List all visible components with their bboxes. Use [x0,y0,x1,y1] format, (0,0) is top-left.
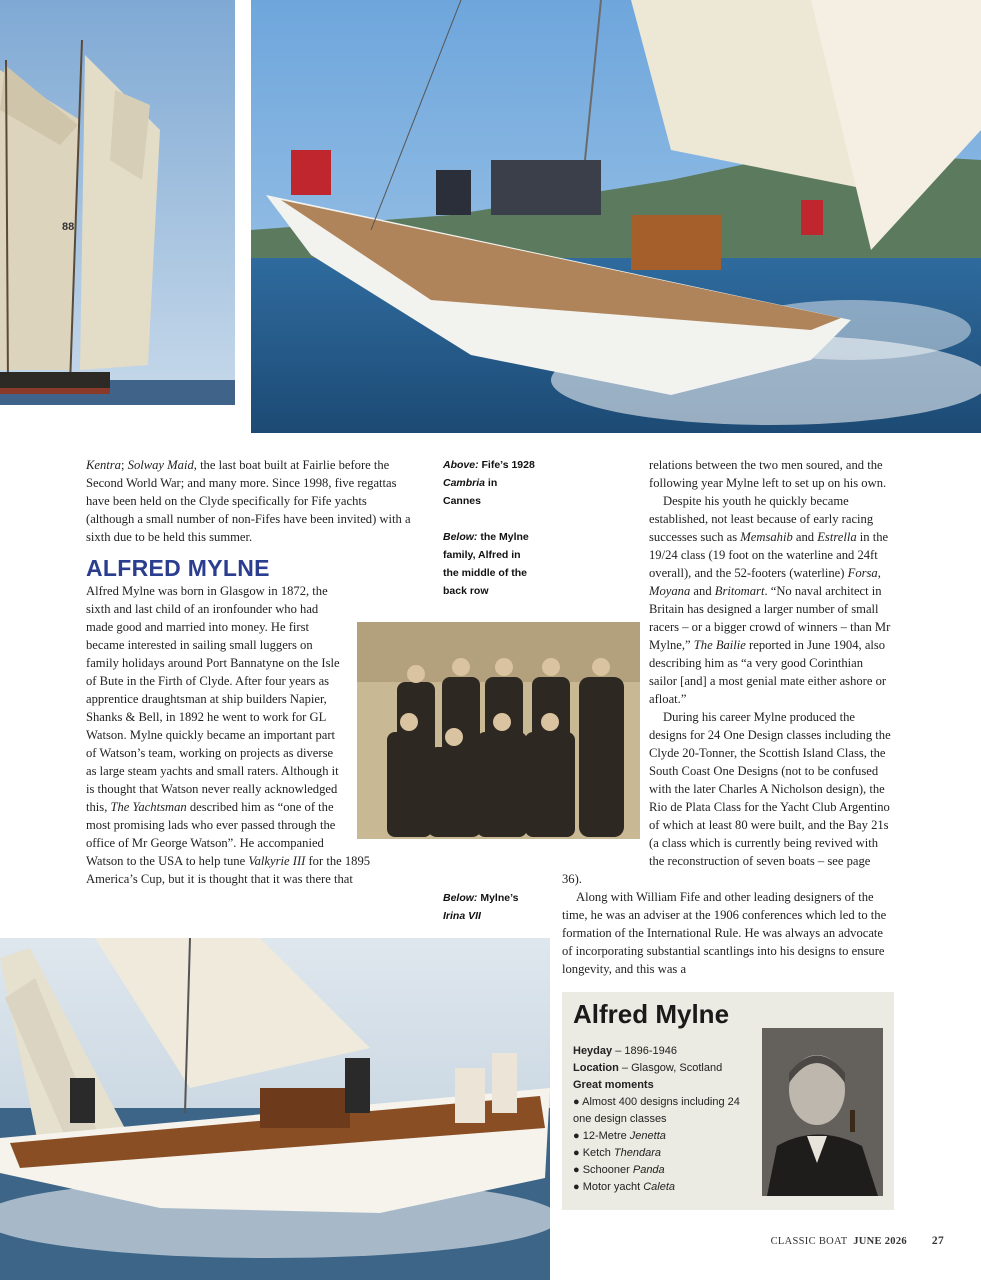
location-value: – Glasgow, Scotland [618,1062,723,1074]
issue-date: JUNE 2026 [853,1236,907,1247]
moment-text: Ketch [579,1147,614,1159]
moment-italic: Caleta [643,1181,676,1193]
text-wrap-spacer [346,582,416,850]
location-label: Location [573,1062,619,1074]
text-run: Memsahib [740,530,793,544]
portrait-alfred-mylne [762,1028,883,1196]
moment-italic: Thendara [613,1147,661,1159]
profile-details [573,1043,753,1196]
text-run: . “No naval architect in Britain has designed a larger number of small racers – or a bigger crowd of winners – than Mr Mylne,” [649,584,891,652]
photo-schooner-sails [0,0,235,405]
bullet-icon: ● [573,1164,580,1176]
text-run: Alfred Mylne was born in Glasgow in 1872, the sixth and last child of an ironfounder who had made good and married into money. He first became interested in sailing small luggers on family holidays around Port Bannatyne on the Isle of Bute in the Firth of Clyde. After four years as apprentice draughtsman at ship builders Napier, Shanks & Bell, in 1892 he went to work for GL Watson. Mylne quickly became an important part of Watson’s team, working on projects as diverse as large steam yachts and small raters. Although it is thought that Watson never really acknowledged this, [86,584,340,814]
moment-text: Almost 400 designs including 24 one design classes [573,1096,740,1125]
moment-italic: Jenetta [629,1130,666,1142]
text-wrap-spacer [562,591,649,869]
text-run: Despite his youth he quickly became established, not least because of early racing successes such as [649,494,874,544]
text-run: Solway Maid [127,458,194,472]
column2-paragraph-1 [562,456,892,492]
moment-text: Motor yacht [579,1181,644,1193]
caption-below-yacht [443,889,538,925]
text-run: , [877,566,881,580]
caption-above [443,456,538,510]
text-run: Along with William Fife and other leading designers of the time, he was an adviser at the 1906 conferences which led to the formation of the International Rule. He was always an advocate of incorporating substantial scantlings into his designs to ensure longevity, and this was a [562,890,887,976]
svg-text:88: 88 [62,221,75,233]
text-run: and [792,530,818,544]
caption-text: Mylne’s [477,892,519,904]
profile-box [562,992,894,1210]
moment-item [573,1094,753,1128]
bullet-icon: ● [573,1181,580,1193]
page-number: 27 [931,1235,944,1247]
text-run: Britomart [714,584,765,598]
text-run: The Bailie [693,638,746,652]
section-heading: ALFRED MYLNE [86,555,270,581]
text-run: Moyana [649,584,691,598]
magazine-name: CLASSIC BOAT [770,1236,848,1247]
caption-label: Above: [443,459,479,471]
text-run: Kentra [86,458,121,472]
intro-paragraph [86,456,416,546]
caption-text: in Cannes [443,477,498,507]
page-footer [771,1235,944,1247]
text-run: ; [120,458,128,472]
great-moments-heading [573,1077,753,1094]
caption-label: Below: [443,892,478,904]
text-run: During his career Mylne produced the designs for 24 One Design classes including the Clyde 20-Tonner, the Scottish Island Class, the South Coast One Designs (not to be confused with the later Charles A Nicholson design), the Rio de Plata Class for the Yacht Club Argentino of which at least 80 were built, and the Bay 21s (a class which is currently being revived with the reconstruction of seven boats – see page 36). [562,710,891,886]
text-run: and [690,584,715,598]
text-run: The Yachtsman [110,800,187,814]
text-run: Forsa [847,566,878,580]
moment-text: 12-Metre [579,1130,630,1142]
bullet-icon: ● [573,1130,580,1142]
text-run: described him as “one of the most promising lads who ever passed through the office of Mr George Watson”. He accompanied Watson to the USA to help tune [86,800,336,868]
caption-below-family [443,528,538,600]
photo-cambria-cannes [251,0,981,433]
profile-heyday [573,1043,753,1060]
moment-item [573,1179,753,1196]
caption-text: Fife’s 1928 [478,459,535,471]
text-run: for the 1895 America’s Cup, but it is thought that it was there that [86,854,371,886]
heyday-value: – 1896-1946 [612,1045,677,1057]
bullet-icon: ● [573,1096,580,1108]
moment-italic: Panda [632,1164,665,1176]
caption-italic: Irina VII [443,910,481,922]
caption-label: Below: [443,531,478,543]
caption-text: the Mylne family, Alfred in the middle of the back row [443,531,529,597]
bullet-icon: ● [573,1147,580,1159]
moment-item [573,1128,753,1145]
profile-location [573,1060,753,1077]
text-run: Valkyrie III [248,854,306,868]
column2-paragraph-4 [562,888,892,978]
great-moments-label: Great moments [573,1079,654,1091]
moment-text: Schooner [579,1164,633,1176]
moment-item [573,1162,753,1179]
profile-title: Alfred Mylne [573,999,730,1029]
heyday-label: Heyday [573,1045,613,1057]
text-run: , the last boat built at Fairlie before the Second World War; and many more. Since 1998, five regattas have been held on the Clyde specifically for Fife yachts (although a small number of non-Fifes have been invited) with a sixth due to be held this summer. [86,458,411,544]
column1-intro-text [86,456,416,546]
text-run: reported in June 1904, also describing him as “a very good Corinthian sailor [and] a most genial mate either ashore or afloat.” [649,638,887,706]
column1-main-text [86,582,416,888]
text-run: in the 19/24 class (19 foot on the waterline and 24ft overall), and the 52-footers (waterline) [649,530,889,580]
text-run: Estrella [817,530,857,544]
caption-italic: Cambria [443,477,486,489]
text-run: relations between the two men soured, and the following year Mylne left to set up on his own. [649,458,887,490]
photo-irina-vii [0,938,550,1280]
column2-text [562,456,892,978]
moment-item [573,1145,753,1162]
